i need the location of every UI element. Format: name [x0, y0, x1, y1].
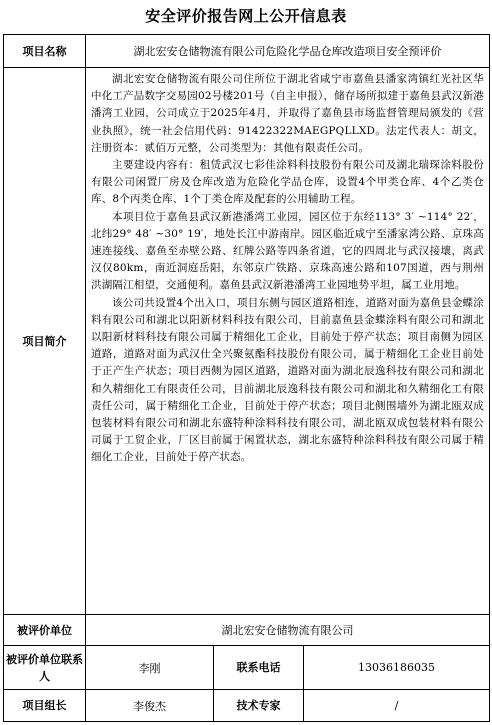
project-summary-content [86, 68, 490, 615]
expert-label: 技术专家 [214, 690, 304, 722]
phone-value: 13036186035 [304, 646, 490, 690]
phone-label: 联系电话 [214, 646, 304, 690]
evaluated-unit-value: 湖北宏安仓储物流有限公司 [86, 615, 490, 646]
summary-paragraph: 该公司共设置4个出入口，项目东侧与园区道路相连，道路对面为嘉鱼县金蝶涂料有限公司和湖北以阳新材料科技有限公司，目前嘉鱼县金蝶涂料有限公司和湖北以阳新材料科技有限公司属于精细化工企业，目前处于停产状态；项目南侧为园区道路，道路对面为武汉仕全兴聚氨酯科技股份有限公司，属于精细化工企业目前处于正产生产状态；项目西侧为园区道路，道路对面为湖北辰逸科技有限公司和湖北和久精细化工有限责任公司，目前湖北辰逸科技有限公司和湖北和久精细化工有限责任公司，属于精细化工企业，目前处于停产状态；项目北侧围墙外为湖北瓯双成包装材料有限公司和湖北东盛特种涂料科技有限公司，湖北瓯双成包装材料有限公司属于工贸企业，厂区目前属于闲置状态，湖北东盛特种涂料科技有限公司属于精细化工企业，目前处于停产状态。 [91, 296, 484, 464]
project-summary-label: 项目简介 [4, 68, 86, 615]
row-project-summary [4, 68, 490, 615]
project-name-label: 项目名称 [4, 35, 86, 68]
leader-label: 项目组长 [4, 690, 86, 722]
info-table [3, 34, 490, 722]
row-project-name [4, 35, 490, 68]
contact-label: 被评价单位联系人 [4, 646, 86, 690]
project-name-value: 湖北宏安仓储物流有限公司危险化学品仓库改造项目安全预评价 [86, 35, 490, 68]
expert-value: / [304, 690, 490, 722]
summary-paragraph: 湖北宏安仓储物流有限公司住所位于湖北省咸宁市嘉鱼县潘家湾镇红光社区华中化工产品数字交易园02号楼201号（自主申报），储存场所拟建于嘉鱼县武汉新港潘湾工业园，公司成立于2025年4月，并取得了嘉鱼县市场监督管理局颁发的《营业执照》，统一社会信用代码：91422322MAEGPQLLXD。法定代表人：胡文，注册资本：贰佰万元整，公司类型为：其他有限责任公司。 [91, 73, 484, 154]
summary-paragraph: 主要建设内容有：租赁武汉七彩佳涂料科技股份有限公司及湖北瑞琛涂料股份有限公司闲置厂房及仓库改造为危险化学品仓库，设置4个甲类仓库、4个乙类仓库、8个丙类仓库、1个丁类仓库及配套的公用辅助工程。 [91, 159, 484, 206]
summary-paragraph: 本项目位于嘉鱼县武汉新港潘湾工业园，园区位于东经113° 3′ ~114° 22′，北纬29° 48′ ~30° 19′，地处长江中游南岸。园区临近咸宁至潘家湾公路、京珠高速连接线、嘉鱼至赤壁公路、红牌公路等四条省道，它的四周北与武汉接壤，离武汉仅80km，南近洞庭岳阳，东邻京广铁路、京珠高速公路和107国道，西与荆州洪湖隔江相望，交通便利。嘉鱼县武汉新港潘湾工业园地势平坦，属工业用地。 [91, 210, 484, 292]
row-contact [4, 646, 490, 690]
contact-value: 李刚 [86, 646, 214, 690]
row-evaluated-unit [4, 615, 490, 646]
evaluated-unit-label: 被评价单位 [4, 615, 86, 646]
leader-value: 李俊杰 [86, 690, 214, 722]
page-title: 安全评价报告网上公开信息表 [145, 7, 347, 25]
row-leader [4, 690, 490, 722]
